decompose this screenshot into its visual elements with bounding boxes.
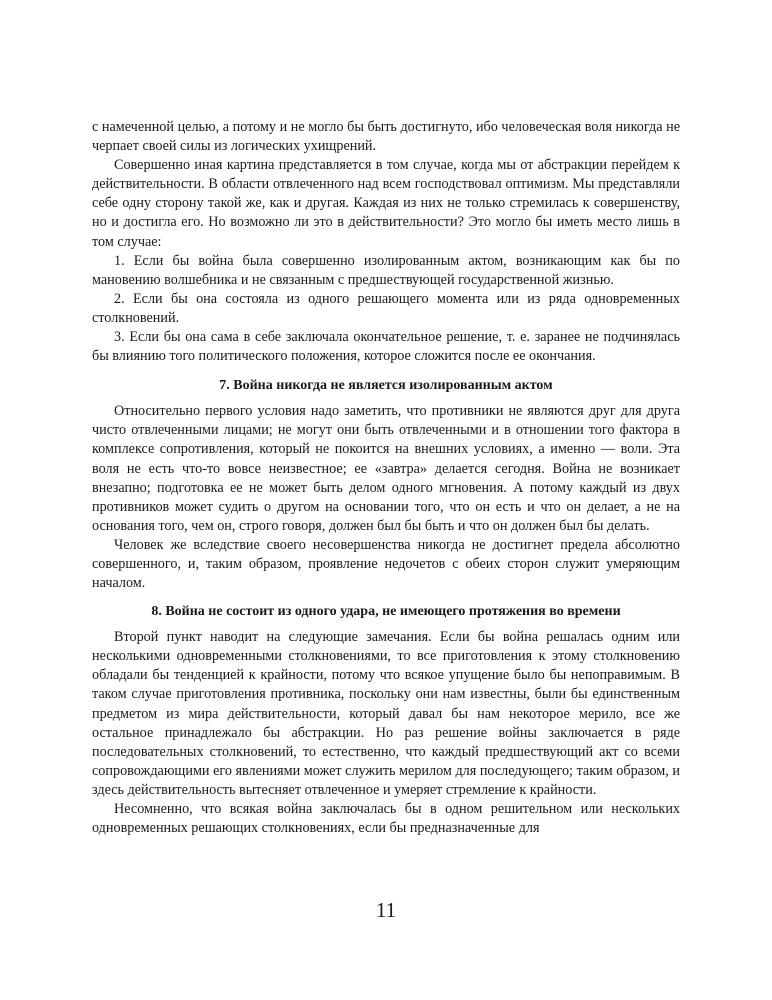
section7-paragraph-1: Относительно первого условия надо заметить, что противники не являются друг для друга чисто отвлеченными лицами; не могут они быть отвлеченными и в отношении того фактора в комплексе сопротивления, который не покоится на внешних условиях, а именно — воли. Эта воля не есть что-то вовсе неизвестное; ее «завтра» делается сегодня. Война не возникает внезапно; подготовка ее не может быть делом одного мгновения. А потому каждый из двух противников может судить о другом на основании того, что он есть и что он делает, а не на основания того, чем он, строго говоря, должен был бы быть и что он должен был бы делать. — [92, 403, 680, 534]
section-heading-8: 8. Война не состоит из одного удара, не имеющего протяжения во времени — [151, 604, 621, 620]
paragraph-continuation: с намеченной целью, а потому и не могло бы быть достигнуто, ибо человеческая воля никогда не черпает своей силы из логических ухищрений. — [92, 119, 680, 155]
section-heading-7: 7. Война никогда не является изолированным актом — [219, 378, 553, 394]
section8-paragraph-1: Второй пункт наводит на следующие замечания. Если бы война решалась одним или несколькими одновременными столкновениями, то все приготовления к этому столкновению обладали бы тенденцией к крайности, потому что всякое упущение было бы непоправимым. В таком случае приготовления противника, поскольку они нам известны, были бы единственным предметом из мира действительности, который давал бы нам некоторое мерило, все же остальное принадлежало бы абстракции. Но раз решение войны заключается в ряде последовательных столкновений, то естественно, что каждый предшествующий акт со всеми сопровождающими его явлениями может служить мерилом для последующего; таким образом, и здесь действительность вытесняет отвлеченное и умеряет стремление к крайности. — [92, 629, 680, 798]
paragraph-abstraction-vs-reality: Совершенно иная картина представляется в том случае, когда мы от абстракции перейдем к действительности. В области отвлеченного над всем господствовал оптимизм. Мы представляли себе одну сторону такой же, как и другая. Каждая из них не только стремилась к совершенству, но и достигла его. Но возможно ли это в действительности? Это могло бы иметь место лишь в том случае: — [92, 157, 680, 250]
book-page — [92, 118, 680, 838]
list-item-condition-2: 2. Если бы она состояла из одного решающего момента или из ряда одновременных столкновений. — [92, 290, 680, 326]
page-number: 11 — [375, 898, 397, 922]
section7-paragraph-2: Человек же вследствие своего несовершенства никогда не достигнет предела абсолютно совершенного, и, таким образом, проявление недочетов с обеих сторон служит умеряющим началом. — [92, 536, 680, 592]
list-item-condition-1: 1. Если бы война была совершенно изолированным актом, возникающим как бы по мановению волшебника и не связанным с предшествующей государственной жизнью. — [92, 252, 680, 288]
list-item-condition-3: 3. Если бы она сама в себе заключала окончательное решение, т. е. заранее не подчинялась бы влиянию того политического положения, которое сложится после ее окончания. — [92, 329, 680, 365]
section8-paragraph-2: Несомненно, что всякая война заключалась бы в одном решительном или нескольких одновременных решающих столкновениях, если бы предназначенные для — [92, 801, 680, 837]
